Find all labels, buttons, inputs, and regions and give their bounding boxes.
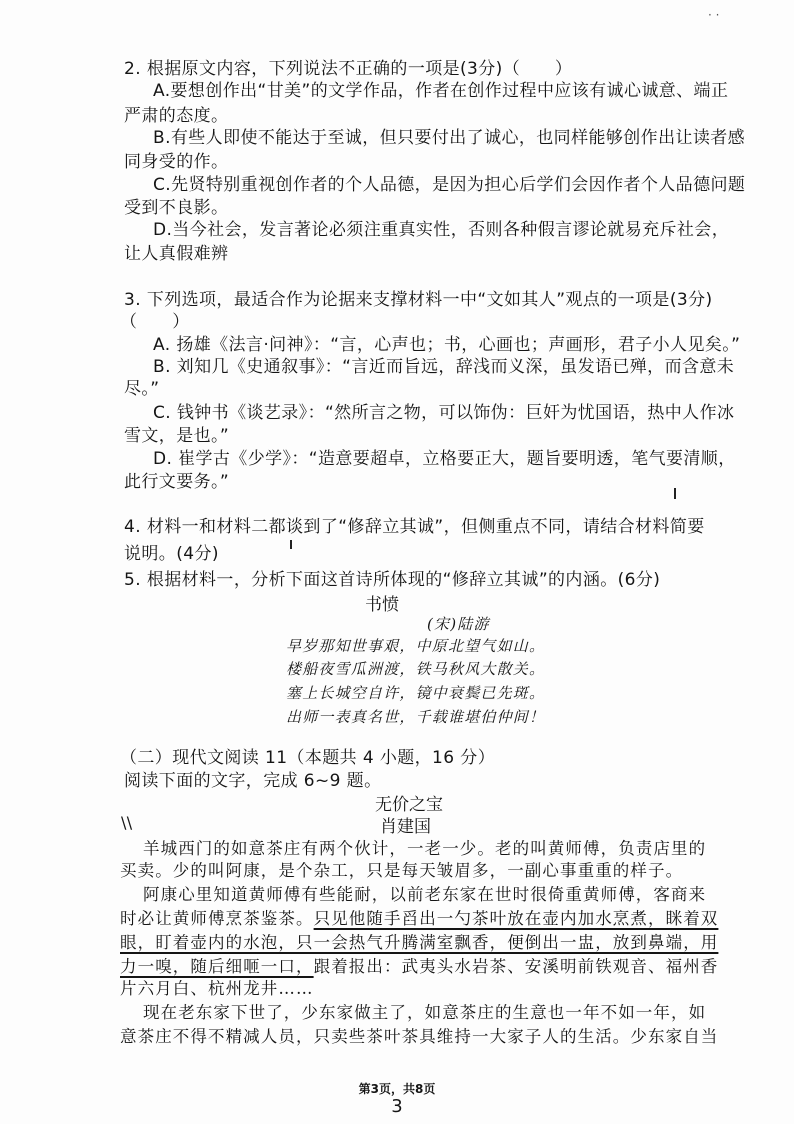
poem-line: 出师一表真名世，千载谁堪伯仲间！ — [286, 708, 546, 726]
story-p1-line1: 羊城西门的如意茶庄有两个伙计，一老一少。老的叫黄师傅，负责店里的 — [143, 839, 707, 858]
q2-stem: 2. 根据原文内容，下列说法不正确的一项是(3分)（ ） — [124, 59, 573, 79]
q3-answer-paren: （ ） — [120, 312, 190, 332]
poem-line: 楼船夜雪瓜洲渡，铁马秋风大散关。 — [286, 660, 546, 678]
underlined-sentence: 只见他随手舀出一勺茶叶放在壶内加水烹煮，眯着双 — [313, 909, 719, 928]
scan-mark — [290, 540, 292, 549]
q4-line1: 4. 材料一和材料二都谈到了“修辞立其诚”，但侧重点不同，请结合材料简要 — [124, 517, 705, 537]
q2-option-c-line1: C.先贤特别重视创作者的个人品德，是因为担心后学们会因作者个人品德问题 — [153, 175, 746, 195]
q3-option-d-line2: 此行文要务。” — [124, 472, 230, 492]
story-p3-line1: 现在老东家下世了，少东家做主了，如意茶庄的生意也一年不如一年，如 — [143, 1003, 707, 1022]
q2-option-b-line2: 同身受的作。 — [124, 152, 229, 172]
poem-title: 书愤 — [365, 595, 399, 615]
story-p3-line2: 意茶庄不得不精减人员，只卖些茶叶茶具维持一大家子人的生活。少东家自当 — [120, 1027, 719, 1046]
q3-option-b-line2: 尽。” — [124, 379, 160, 399]
page-footer: 第3页，共8页 — [358, 1082, 436, 1096]
q2-option-a-line1: A.要想创作出“甘美”的文学作品，作者在创作过程中应该有诚心诚意、端正 — [153, 81, 729, 101]
story-author: 肖建国 — [380, 817, 431, 837]
story-p2-line2-plain: 时必让黄师傅烹茶鉴茶。 — [120, 909, 314, 928]
q3-stem: 3. 下列选项，最适合作为论据来支撑材料一中“文如其人”观点的一项是(3分) — [124, 290, 713, 310]
q3-option-c-line1: C. 钱钟书《谈艺录》：“然所言之物，可以饰伪：巨奸为忧国语，热中人作冰 — [153, 403, 735, 423]
poem-line: 塞上长城空自许，镜中衰鬓已先斑。 — [286, 684, 546, 702]
story-title: 无价之宝 — [375, 795, 443, 815]
story-p2-line1: 阿康心里知道黄师傅有些能耐，以前老东家在世时很倚重黄师傅，客商来 — [143, 885, 707, 904]
q2-option-c-line2: 受到不良影。 — [124, 198, 229, 218]
q2-option-b-line1: B.有些人即使不能达于至诚，但只要付出了诚心，也同样能够创作出让读者感 — [153, 128, 746, 148]
section-instruction: 阅读下面的文字，完成 6~9 题。 — [124, 771, 382, 791]
story-p2-line2 — [120, 908, 718, 930]
q3-option-b-line1: B. 刘知几《史通叙事》：“言近而旨远，辞浅而义深，虽发语已殚，而含意未 — [153, 357, 735, 377]
scan-mark — [674, 488, 676, 499]
underlined-sentence: 眼，盯着壶内的水泡，只一会热气升腾满室飘香，便倒出一盅，放到鼻端，用 — [120, 933, 719, 952]
story-p2-line4 — [120, 956, 718, 978]
poem-author: (宋)陆游 — [427, 615, 490, 633]
margin-mark: \\ — [121, 813, 133, 832]
story-p2-line4-plain: 跟着报出：武夷头水岩茶、安溪明前铁观音、福州香 — [313, 957, 719, 976]
underlined-sentence: 力一嗅，随后细咂一口， — [120, 957, 314, 976]
section-heading: （二）现代文阅读 11（本题共 4 小题，16 分） — [120, 748, 496, 768]
q3-option-a: A. 扬雄《法言·问神》：“言，心声也；书，心画也；声画形，君子小人见矣。” — [153, 335, 741, 355]
q3-option-d-line1: D. 崔学古《少学》：“造意要超卓，立格要正大，题旨要明透，笔气要清顺， — [153, 449, 736, 469]
story-p1-line2: 买卖。少的叫阿康，是个杂工，只是每天皱眉多，一副心事重重的样子。 — [120, 861, 684, 880]
q3-option-c-line2: 雪文，是也。” — [124, 426, 230, 446]
page-number: 3 — [391, 1096, 403, 1117]
q2-option-d-line1: D.当今社会，发言著论必须注重真实性，否则各种假言谬论就易充斥社会， — [153, 220, 730, 240]
scan-specks: · · — [708, 8, 720, 22]
q4-line2: 说明。(4分) — [124, 544, 219, 564]
q2-option-a-line2: 严肃的态度。 — [124, 106, 229, 126]
poem-line: 早岁那知世事艰，中原北望气如山。 — [286, 637, 546, 655]
q5-stem: 5. 根据材料一，分析下面这首诗所体现的“修辞立其诚”的内涵。(6分) — [124, 570, 661, 590]
story-p2-line5: 片六月白、杭州龙井…… — [120, 979, 314, 998]
q2-option-d-line2: 让人真假难辨 — [124, 244, 229, 264]
